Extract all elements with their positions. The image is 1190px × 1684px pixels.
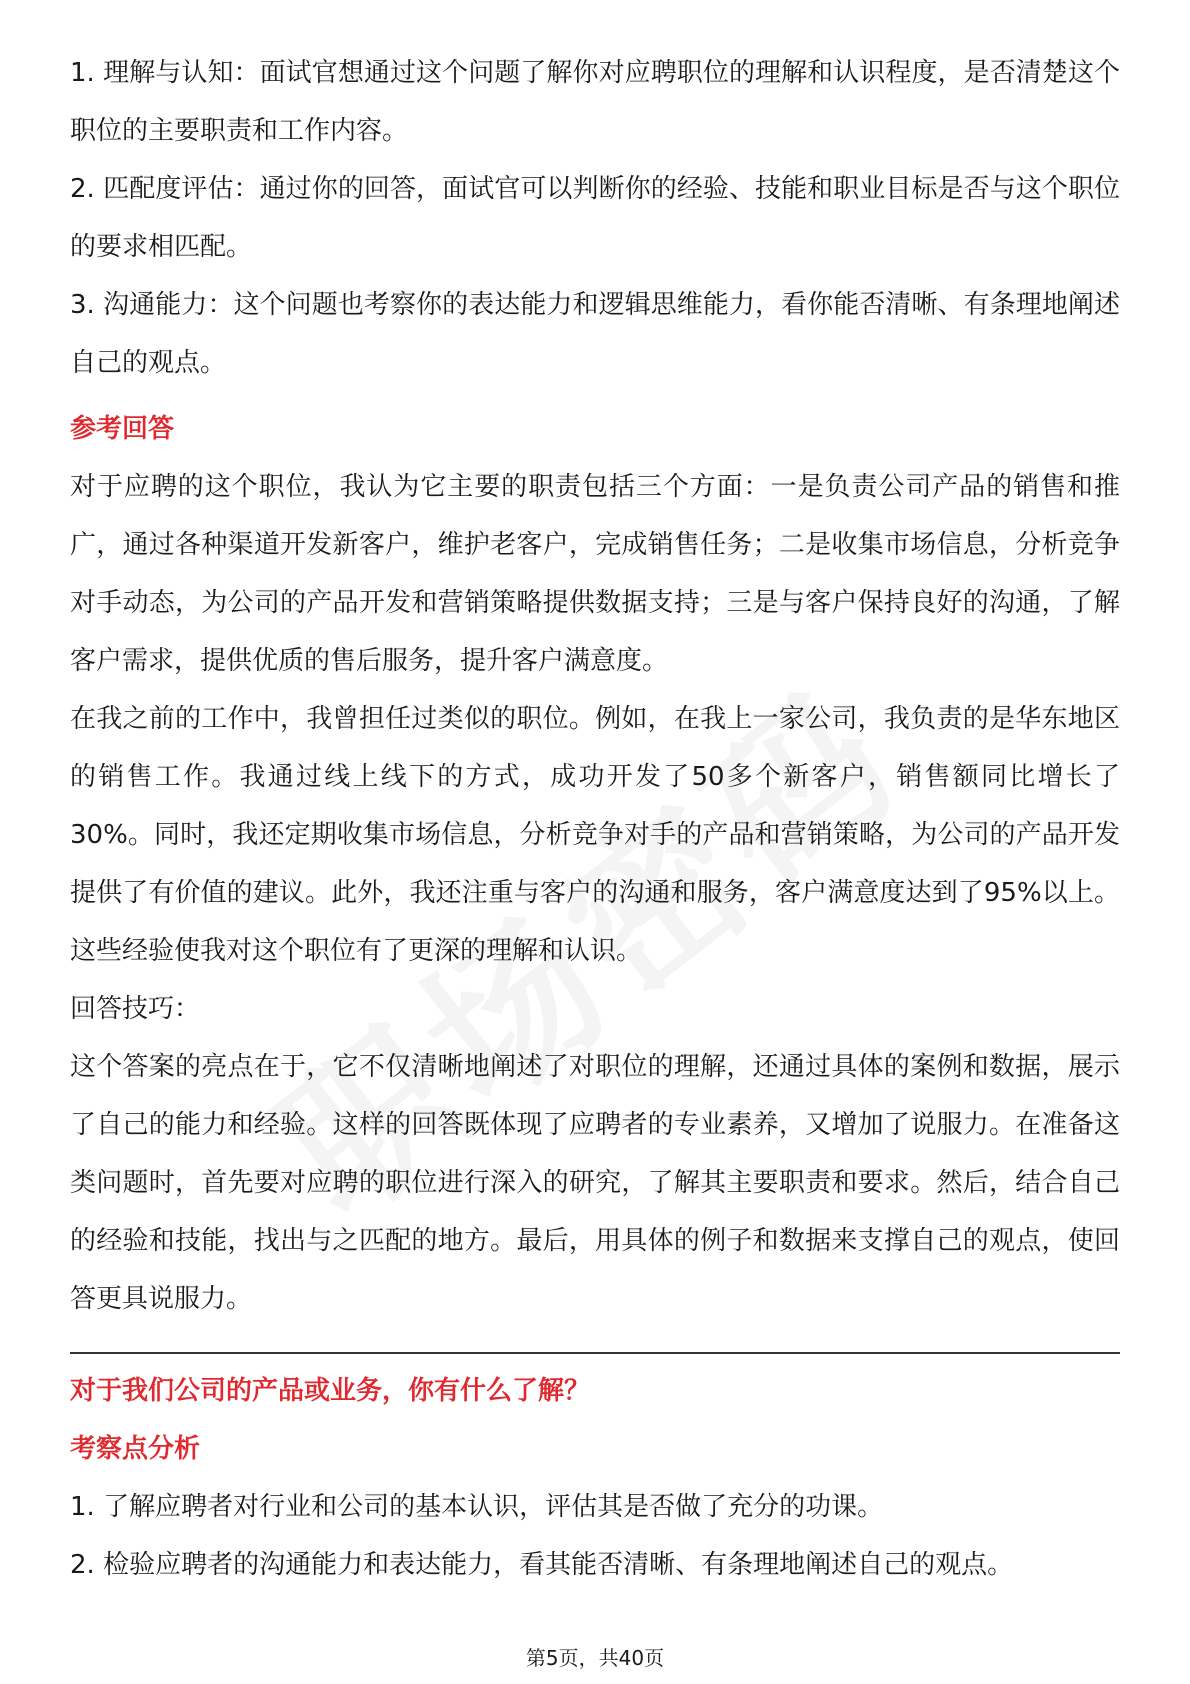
question-title: 对于我们公司的产品或业务，你有什么了解？ [70, 1376, 591, 1406]
reference-answer-heading: 参考回答 [70, 414, 175, 444]
answer-tips-label: 回答技巧： [70, 994, 201, 1024]
section-divider [70, 1352, 1120, 1354]
document-body [70, 44, 1120, 1594]
analysis-point-2: 2. 匹配度评估：通过你的回答，面试官可以判断你的经验、技能和职业目标是否与这个职位的要求相匹配。 [70, 174, 1120, 262]
page-number: 第5页，共40页 [525, 1646, 665, 1670]
analysis-heading: 考察点分析 [70, 1434, 201, 1464]
reference-answer-paragraph-1: 对于应聘的这个职位，我认为它主要的职责包括三个方面：一是负责公司产品的销售和推广，通过各种渠道开发新客户，维护老客户，完成销售任务；二是收集市场信息，分析竞争对手动态，为公司的产品开发和营销策略提供数据支持；三是与客户保持良好的沟通，了解客户需求，提供优质的售后服务，提升客户满意度。 [70, 472, 1120, 676]
analysis-point-3: 3. 沟通能力：这个问题也考察你的表达能力和逻辑思维能力，看你能否清晰、有条理地阐述自己的观点。 [70, 290, 1120, 378]
answer-tips-text: 这个答案的亮点在于，它不仅清晰地阐述了对职位的理解，还通过具体的案例和数据，展示了自己的能力和经验。这样的回答既体现了应聘者的专业素养，又增加了说服力。在准备这类问题时，首先要对应聘的职位进行深入的研究，了解其主要职责和要求。然后，结合自己的经验和技能，找出与之匹配的地方。最后，用具体的例子和数据来支撑自己的观点，使回答更具说服力。 [70, 1052, 1120, 1314]
analysis-point-1: 1. 理解与认知：面试官想通过这个问题了解你对应聘职位的理解和认识程度，是否清楚这个职位的主要职责和工作内容。 [70, 58, 1120, 146]
question-analysis-point-2: 2. 检验应聘者的沟通能力和表达能力，看其能否清晰、有条理地阐述自己的观点。 [70, 1550, 1014, 1580]
question-analysis-point-1: 1. 了解应聘者对行业和公司的基本认识，评估其是否做了充分的功课。 [70, 1492, 884, 1522]
reference-answer-paragraph-2: 在我之前的工作中，我曾担任过类似的职位。例如，在我上一家公司，我负责的是华东地区的销售工作。我通过线上线下的方式，成功开发了50多个新客户，销售额同比增长了30%。同时，我还定期收集市场信息，分析竞争对手的产品和营销策略，为公司的产品开发提供了有价值的建议。此外，我还注重与客户的沟通和服务，客户满意度达到了95%以上。这些经验使我对这个职位有了更深的理解和认识。 [70, 704, 1120, 966]
